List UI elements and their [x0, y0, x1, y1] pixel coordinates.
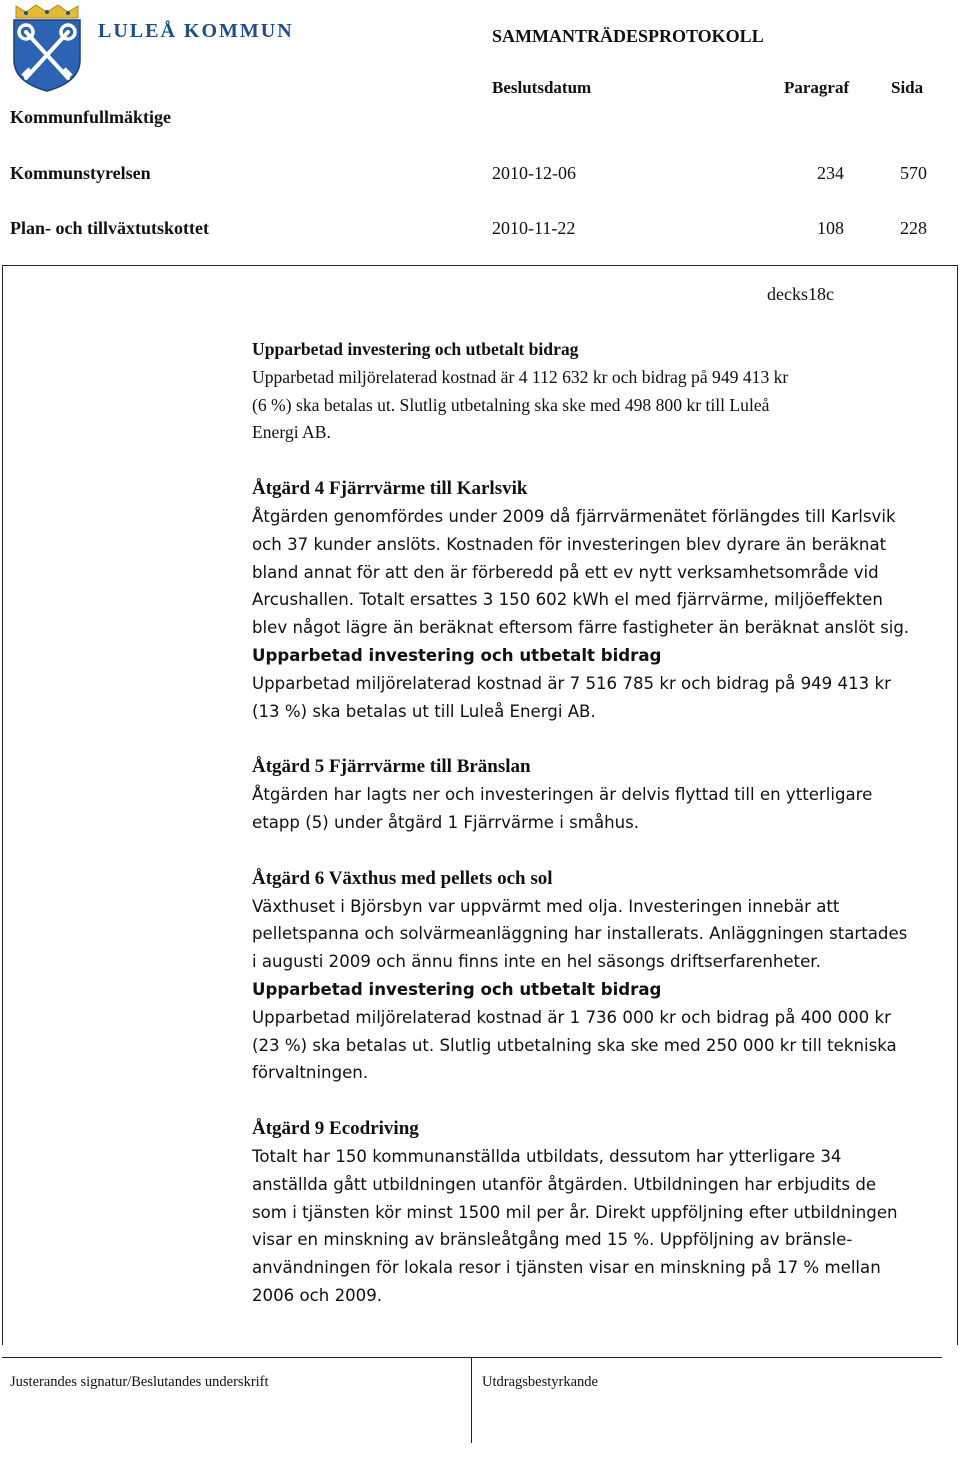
footer-top-line	[2, 1357, 942, 1358]
body-line: och 37 kunder anslöts. Kostnaden för investeringen blev dyrare än beräknat	[252, 534, 887, 554]
coat-of-arms-logo	[10, 4, 84, 92]
section-heading: Åtgärd 4 Fjärrvärme till Karlsvik	[252, 478, 528, 500]
municipality-name: LULEÅ KOMMUN	[98, 20, 294, 42]
frame-top-line	[2, 265, 957, 266]
body-line: bland annat för att den är förberedd på ett ev nytt verksamhetsområde vid	[252, 562, 879, 582]
body-line: Upparbetad miljörelaterad kostnad är 4 112 632 kr och bidrag på 949 413 kr	[252, 366, 789, 387]
frame-right-line	[957, 265, 958, 1345]
signature-label: Justerandes signatur/Beslutandes underskrift	[10, 1374, 269, 1390]
body-line: Åtgärden har lagts ner och investeringen är delvis flyttad till en ytterligare	[252, 785, 873, 805]
body-line: Energi AB.	[252, 422, 331, 443]
subheading: Upparbetad investering och utbetalt bidrag	[252, 339, 579, 359]
body-line: visar en minskning av bränsleåtgång med 15 %. Uppföljning av bränsle-	[252, 1230, 853, 1250]
frame-left-line	[2, 265, 3, 1345]
body-line: förvaltningen.	[252, 1063, 369, 1083]
row-paragraph: 108	[817, 218, 844, 238]
body-line: blev något lägre än beräknat eftersom färre fastigheter än beräknat anslöt sig.	[252, 618, 910, 638]
council-label: Kommunfullmäktige	[10, 107, 172, 127]
body-line: (6 %) ska betalas ut. Slutlig utbetalning ska ske med 498 800 kr till Luleå	[252, 394, 770, 415]
body-line: (23 %) ska betalas ut. Slutlig utbetalning ska ske med 250 000 kr till tekniska	[252, 1035, 897, 1055]
footer-divider	[471, 1357, 472, 1443]
row-body-name: Plan- och tillväxtutskottet	[10, 218, 209, 238]
section-heading: Åtgärd 9 Ecodriving	[252, 1118, 419, 1140]
col-header-paragraph: Paragraf	[784, 78, 850, 97]
body-line: Upparbetad miljörelaterad kostnad är 7 516 785 kr och bidrag på 949 413 kr	[252, 673, 891, 693]
row-body-name: Kommunstyrelsen	[10, 163, 151, 183]
col-header-date: Beslutsdatum	[492, 78, 592, 97]
row-date: 2010-12-06	[492, 163, 576, 183]
section-heading: Åtgärd 5 Fjärrvärme till Bränslan	[252, 756, 531, 778]
body-line: Totalt har 150 kommunanställda utbildats, dessutom har ytterligare 34	[252, 1146, 842, 1166]
body-line: pelletspanna och solvärmeanläggning har installerats. Anläggningen startades	[252, 924, 908, 944]
body-line: Växthuset i Björsbyn var uppvärmt med olja. Investeringen innebär att	[252, 896, 840, 916]
section-heading: Åtgärd 6 Växthus med pellets och sol	[252, 867, 553, 889]
document-title: SAMMANTRÄDESPROTOKOLL	[492, 26, 764, 46]
body-line: Arcushallen. Totalt ersattes 3 150 602 kWh el med fjärrvärme, miljöeffekten	[252, 590, 883, 610]
extract-certification-label: Utdragsbestyrkande	[482, 1374, 598, 1390]
document-body	[252, 336, 956, 1310]
row-date: 2010-11-22	[492, 218, 576, 238]
document-code: decks18c	[767, 284, 834, 304]
row-paragraph: 234	[817, 163, 844, 183]
body-line: etapp (5) under åtgärd 1 Fjärrvärme i småhus.	[252, 812, 640, 832]
body-line: 2006 och 2009.	[252, 1285, 383, 1305]
col-header-page: Sida	[891, 78, 924, 97]
body-line: Upparbetad miljörelaterad kostnad är 1 736 000 kr och bidrag på 400 000 kr	[252, 1007, 891, 1027]
body-line: (13 %) ska betalas ut till Luleå Energi AB.	[252, 701, 596, 721]
row-page: 570	[900, 163, 927, 183]
subheading: Upparbetad investering och utbetalt bidrag	[252, 645, 662, 665]
body-line: användningen för lokala resor i tjänsten visar en minskning på 17 % mellan	[252, 1258, 881, 1278]
row-page: 228	[900, 218, 927, 238]
body-line: Åtgärden genomfördes under 2009 då fjärrvärmenätet förlängdes till Karlsvik	[252, 506, 896, 526]
subheading: Upparbetad investering och utbetalt bidrag	[252, 979, 662, 999]
body-line: anställda gått utbildningen utanför åtgärden. Utbildningen har erbjudits de	[252, 1174, 877, 1194]
body-line: som i tjänsten kör minst 1500 mil per år. Direkt uppföljning efter utbildningen	[252, 1202, 898, 1222]
body-line: i augusti 2009 och ännu finns inte en hel säsongs driftserfarenheter.	[252, 952, 821, 972]
